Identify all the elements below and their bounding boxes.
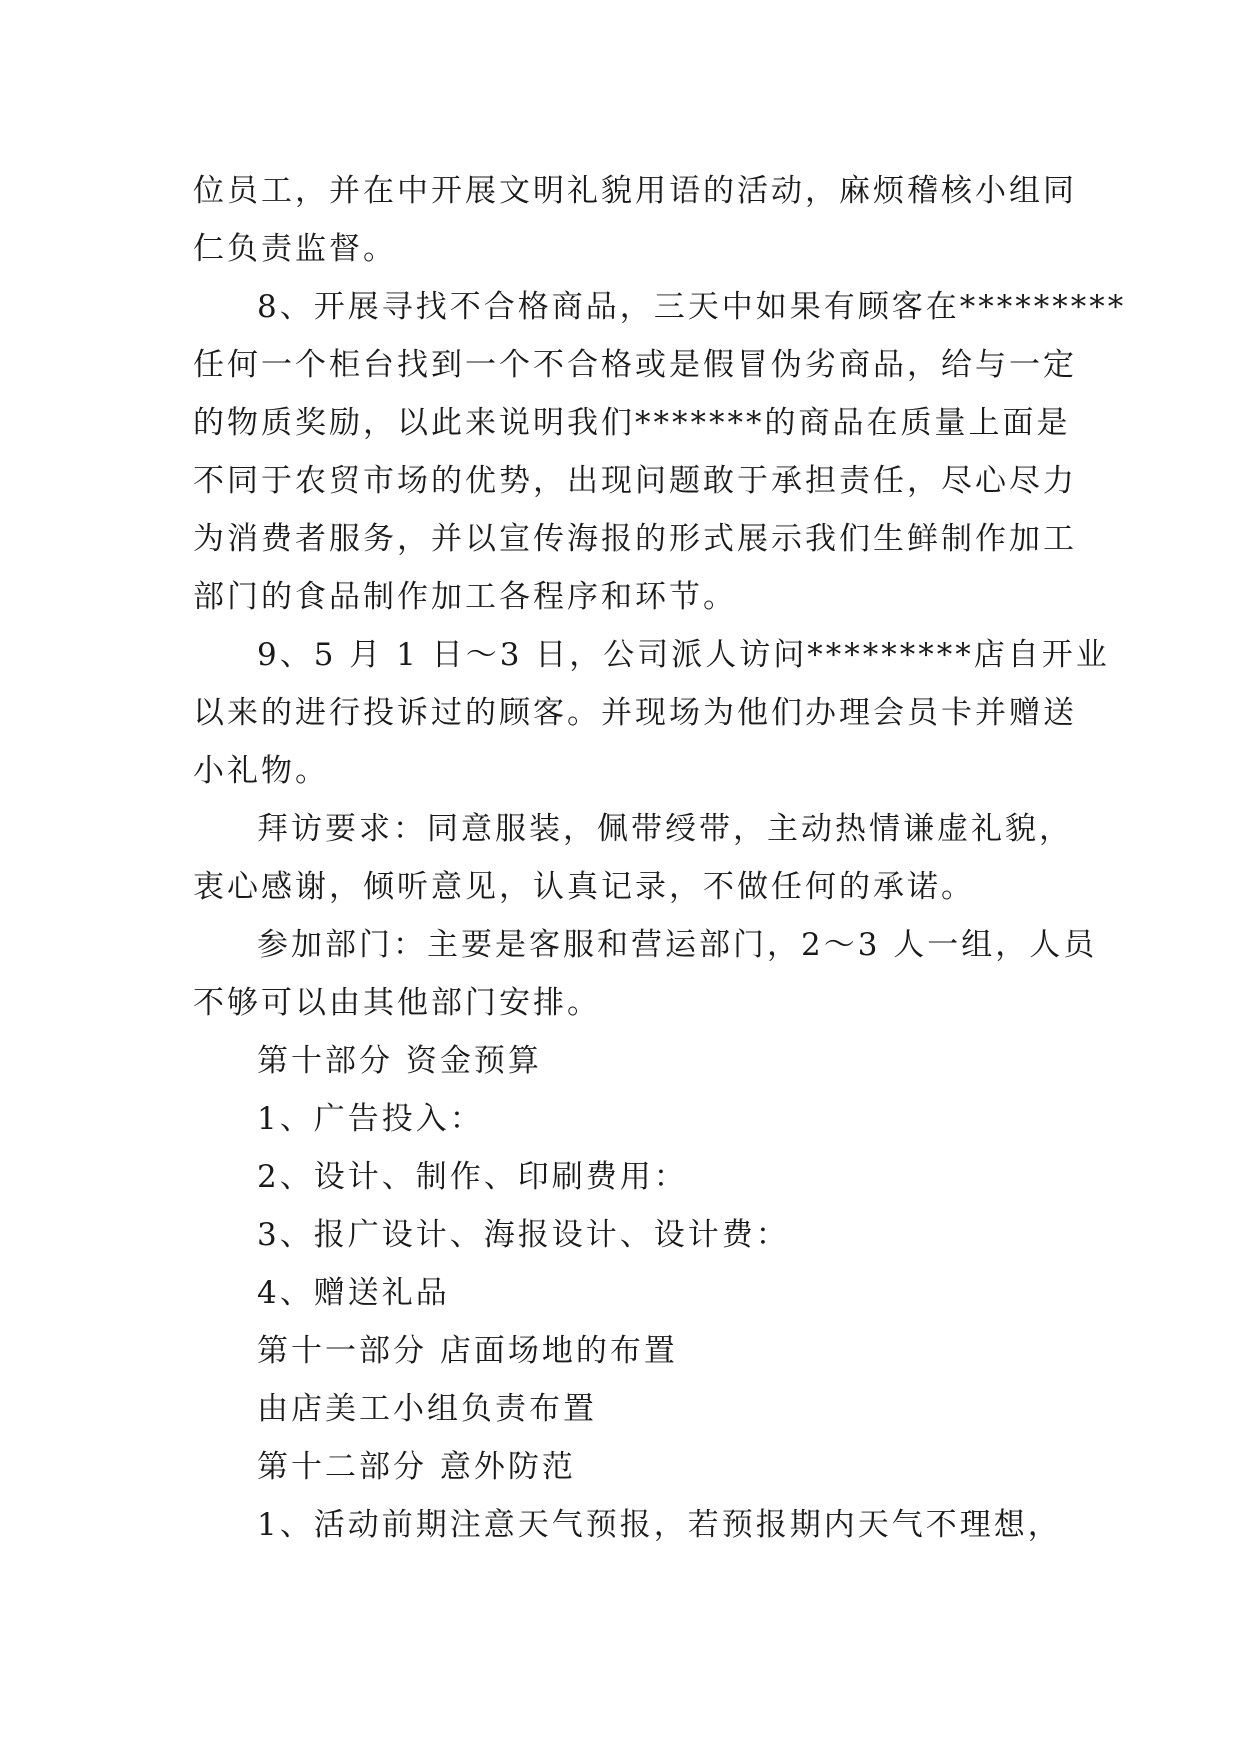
list-item: 1、活动前期注意天气预报，若预报期内天气不理想，: [257, 1507, 1062, 1543]
list-item: 2、设计、制作、印刷费用：: [257, 1159, 688, 1195]
document-body: [193, 162, 1127, 1554]
text-line: 任何一个柜台找到一个不合格或是假冒伪劣商品，给与一定: [193, 347, 1077, 383]
text-line: 由店美工小组负责布置: [257, 1391, 597, 1427]
list-item: 1、广告投入：: [257, 1101, 484, 1137]
text-line: 位员工，并在中开展文明礼貌用语的活动，麻烦稽核小组同: [193, 173, 1077, 209]
text-line: 不同于农贸市场的优势，出现问题敢于承担责任，尽心尽力: [193, 463, 1077, 499]
list-item: 3、报广设计、海报设计、设计费：: [257, 1217, 790, 1253]
text-line: 部门的食品制作加工各程序和环节。: [193, 579, 737, 615]
text-line: 参加部门：主要是客服和营运部门，2～3 人一组，人员: [257, 927, 1098, 963]
text-line: 拜访要求：同意服装，佩带绶带，主动热情谦虚礼貌，: [257, 811, 1073, 847]
text-line: 为消费者服务，并以宣传海报的形式展示我们生鲜制作加工: [193, 521, 1077, 557]
text-line: 仁负责监督。: [193, 231, 397, 267]
section-heading: 第十二部分 意外防范: [257, 1449, 576, 1485]
section-heading: 第十部分 资金预算: [257, 1043, 542, 1079]
text-line: 9、5 月 1 日～3 日，公司派人访问*********店自开业: [257, 637, 1110, 673]
text-line: 小礼物。: [193, 753, 329, 789]
text-line: 的物质奖励，以此来说明我们*******的商品在质量上面是: [193, 405, 1071, 441]
text-line: 衷心感谢，倾听意见，认真记录，不做任何的承诺。: [193, 869, 975, 905]
text-line: 不够可以由其他部门安排。: [193, 985, 601, 1021]
section-heading: 第十一部分 店面场地的布置: [257, 1333, 678, 1369]
text-line: 8、开展寻找不合格商品，三天中如果有顾客在*********: [257, 289, 1127, 325]
list-item: 4、赠送礼品: [257, 1275, 450, 1311]
text-line: 以来的进行投诉过的顾客。并现场为他们办理会员卡并赠送: [193, 695, 1077, 731]
